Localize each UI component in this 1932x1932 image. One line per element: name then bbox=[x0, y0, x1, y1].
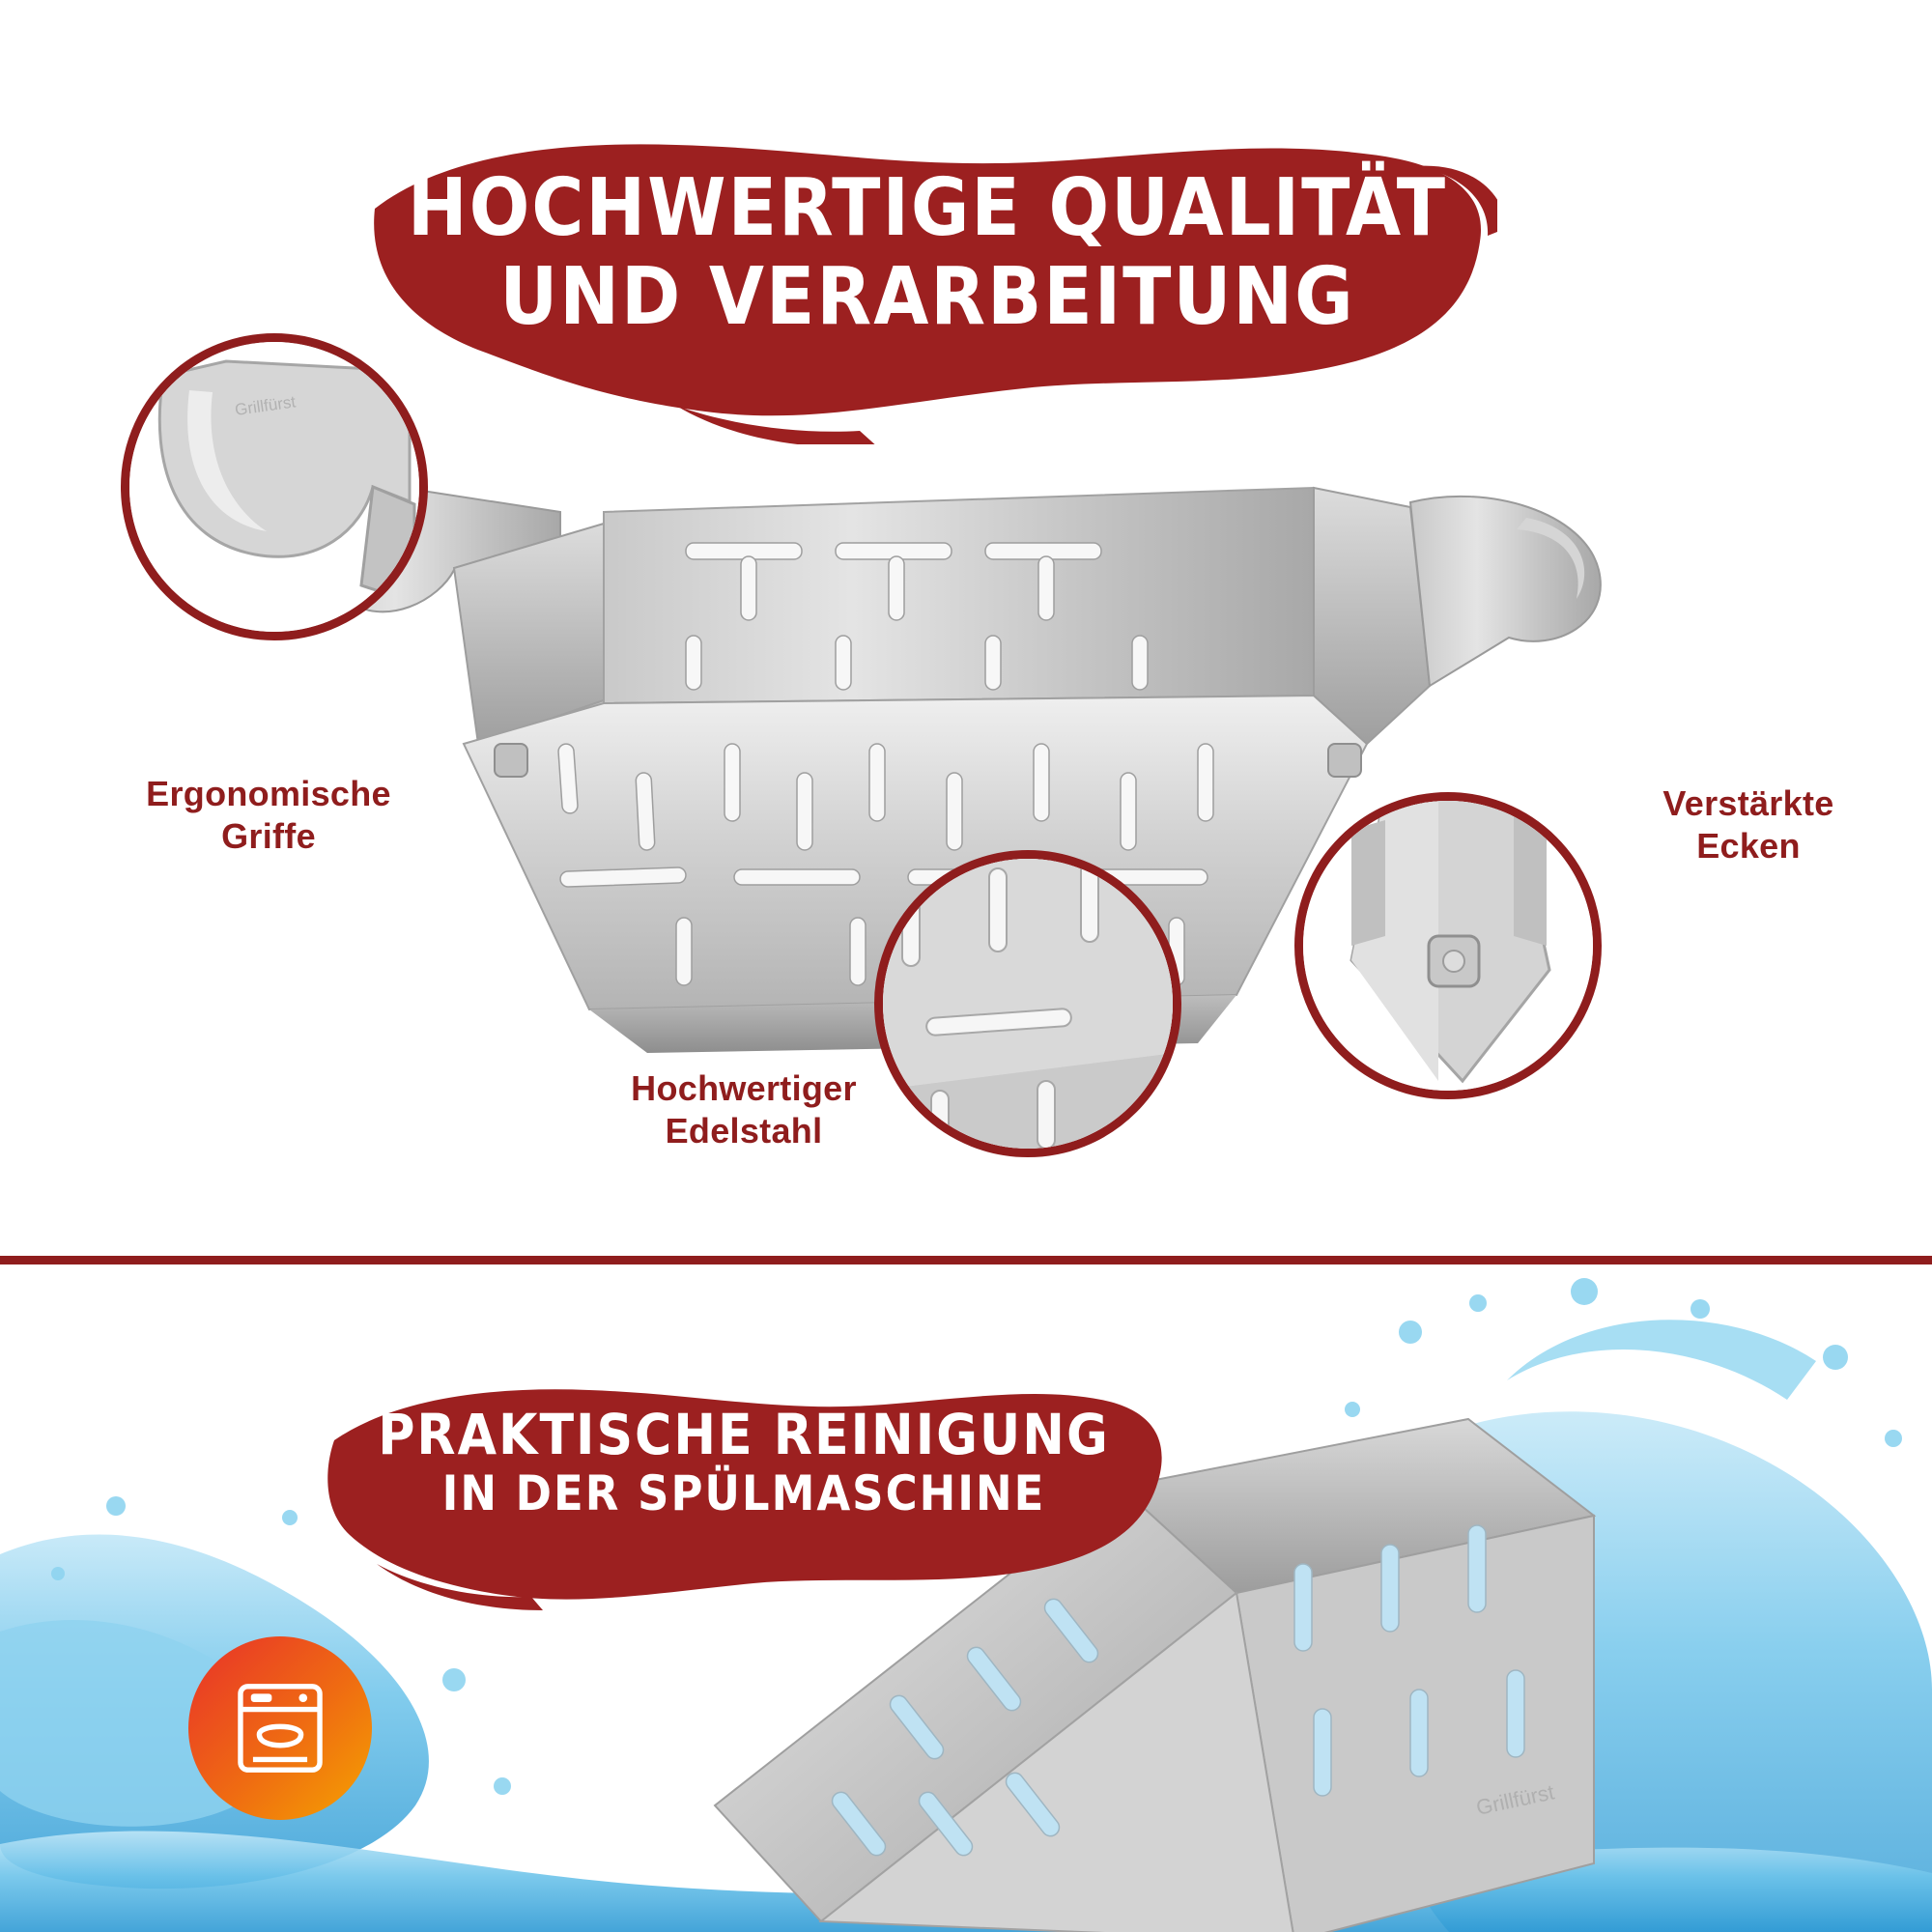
callout-label-handles-line1: Ergonomische bbox=[146, 774, 391, 813]
headline-line-1: HOCHWERTIGE QUALITÄT bbox=[407, 162, 1448, 254]
callout-label-corners-line2: Ecken bbox=[1696, 825, 1801, 866]
dishwasher-safe-badge bbox=[188, 1636, 372, 1820]
headline-cleaning bbox=[319, 1371, 1169, 1520]
headline-line-2-bottom: IN DER SPÜLMASCHINE bbox=[441, 1464, 1046, 1521]
headline-brush-quality bbox=[357, 116, 1497, 444]
svg-text:Grillfürst: Grillfürst bbox=[1473, 1779, 1557, 1820]
headline-line-1-bottom: PRAKTISCHE REINIGUNG bbox=[378, 1402, 1110, 1467]
callout-reinforced-corners bbox=[1294, 792, 1602, 1099]
handle-closeup-image bbox=[121, 333, 428, 640]
callout-label-steel bbox=[541, 1067, 947, 1152]
cleaning-panel bbox=[0, 1264, 1932, 1932]
headline-quality bbox=[357, 116, 1497, 342]
svg-text:Grillfürst: Grillfürst bbox=[233, 392, 298, 419]
callout-label-steel-line2: Edelstahl bbox=[665, 1110, 823, 1151]
callout-label-steel-line1: Hochwertiger bbox=[631, 1068, 857, 1108]
reinforced-corner-closeup-image bbox=[1294, 792, 1602, 1099]
headline-brush-cleaning bbox=[319, 1371, 1169, 1612]
headline-line-2: UND VERARBEITUNG bbox=[499, 250, 1355, 343]
panel-divider bbox=[0, 1256, 1932, 1264]
callout-label-handles bbox=[75, 773, 462, 858]
callout-label-corners bbox=[1584, 782, 1913, 867]
callout-label-corners-line1: Verstärkte bbox=[1662, 783, 1834, 823]
callout-label-handles-line2: Griffe bbox=[221, 815, 316, 856]
dishwasher-icon bbox=[228, 1676, 332, 1780]
callout-ergonomic-handles bbox=[121, 333, 428, 640]
